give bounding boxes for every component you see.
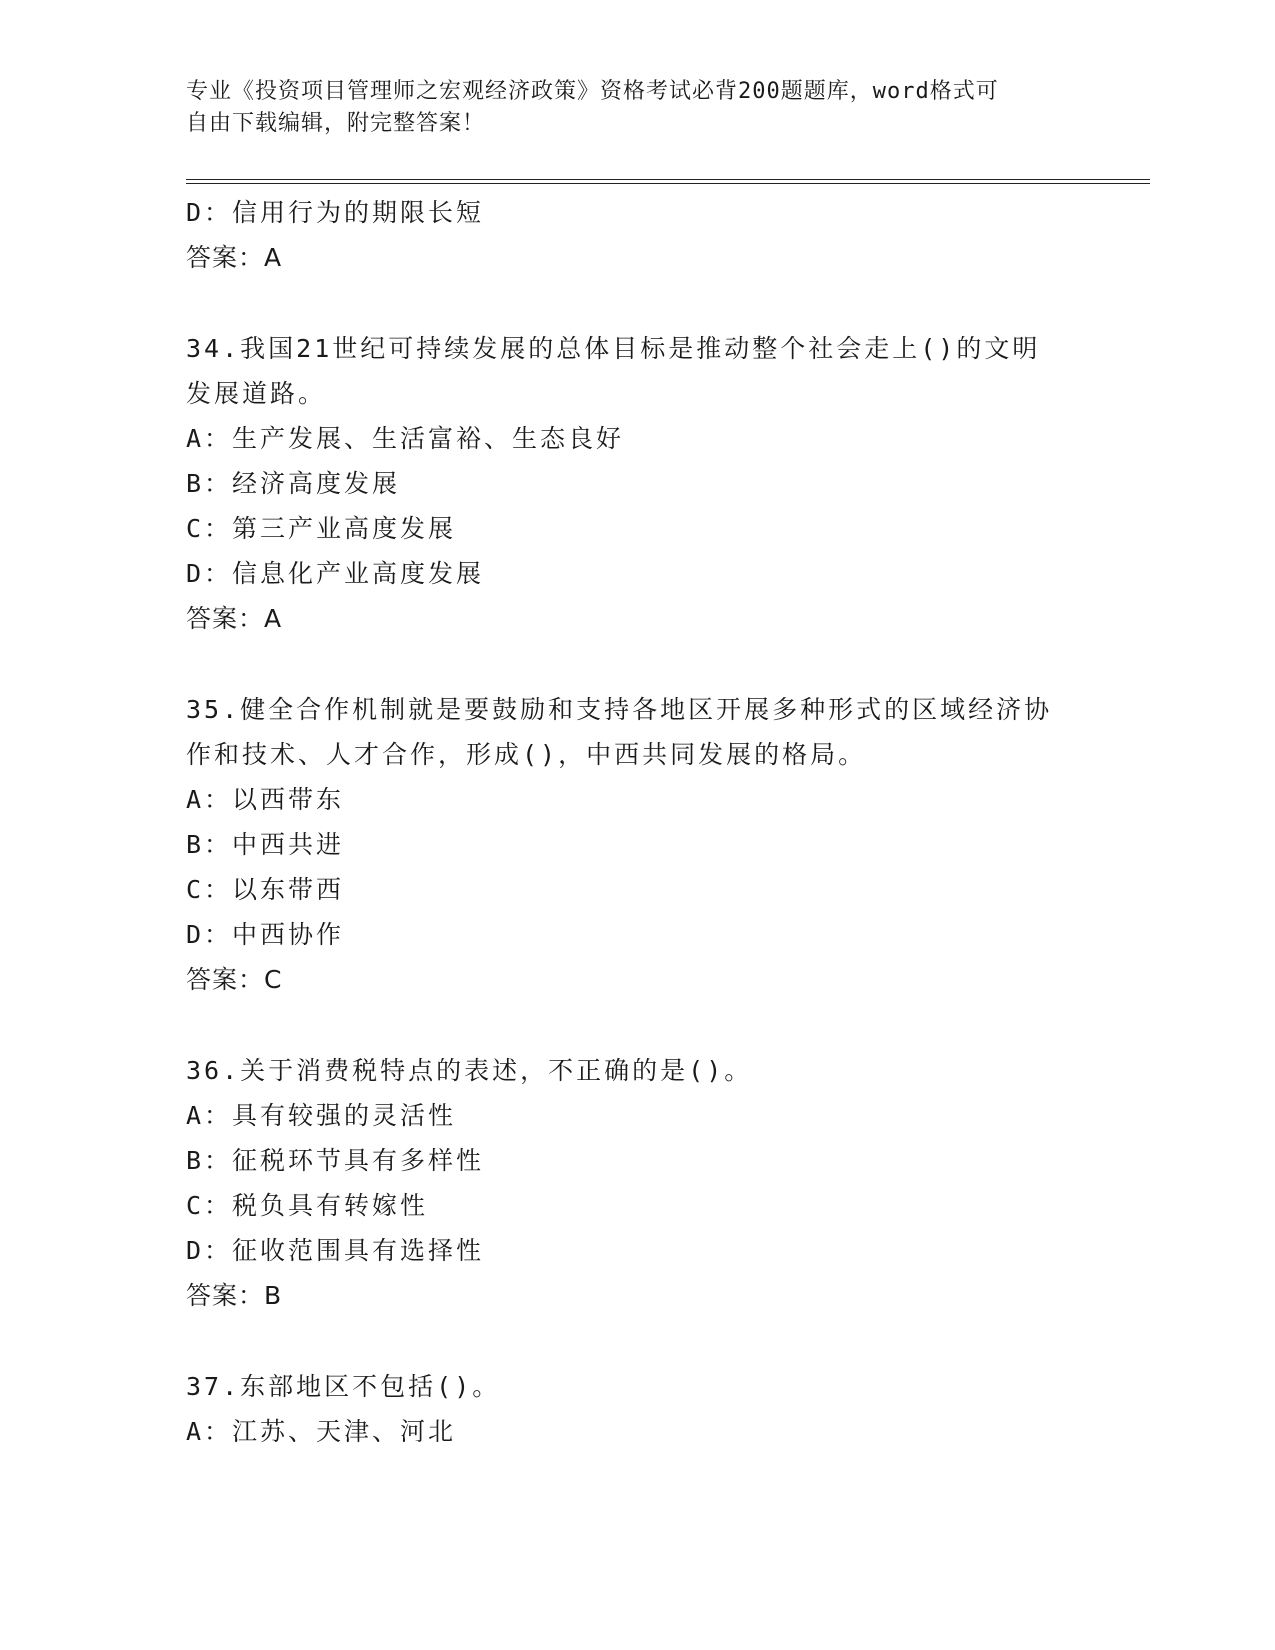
option-a: A：江苏、天津、河北 [186,1417,457,1446]
question-stem: 35.健全合作机制就是要鼓励和支持各地区开展多种形式的区域经济协 [186,695,1053,724]
question-stem-continued: 发展道路。 [186,379,327,408]
header-rule-double [186,183,1150,184]
option-b: B：经济高度发展 [186,469,401,498]
header-title-line-2: 自由下载编辑，附完整答案！ [186,111,486,136]
option-b: B：中西共进 [186,830,345,859]
option-b: B：征税环节具有多样性 [186,1146,485,1175]
answer-line: 答案：B [186,1281,283,1310]
question-content [186,190,1086,1454]
question-37 [186,1364,1086,1454]
option-c: C：以东带西 [186,875,345,904]
option-d: D：中西协作 [186,920,345,949]
option-d: D：信息化产业高度发展 [186,559,485,588]
previous-question-tail [186,190,1086,280]
header-title-line-1: 专业《投资项目管理师之宏观经济政策》资格考试必背200题题库，word格式可 [186,79,999,104]
option-c: C：税负具有转嫁性 [186,1191,429,1220]
option-d: D：征收范围具有选择性 [186,1236,485,1265]
option-a: A：以西带东 [186,785,345,814]
option-a: A：生产发展、生活富裕、生态良好 [186,424,625,453]
answer-line: 答案：A [186,243,283,272]
question-34 [186,326,1086,641]
header-rule [186,179,1150,180]
question-stem: 34.我国21世纪可持续发展的总体目标是推动整个社会走上()的文明 [186,334,1041,363]
document-header [186,76,1066,140]
question-stem: 36.关于消费税特点的表述，不正确的是()。 [186,1056,753,1085]
option-d: D：信用行为的期限长短 [186,198,485,227]
option-a: A：具有较强的灵活性 [186,1101,457,1130]
option-c: C：第三产业高度发展 [186,514,457,543]
answer-line: 答案：A [186,604,283,633]
question-stem: 37.东部地区不包括()。 [186,1372,501,1401]
question-stem-continued: 作和技术、人才合作，形成()，中西共同发展的格局。 [186,740,867,769]
answer-line: 答案：C [186,965,283,994]
question-35 [186,687,1086,1002]
question-36 [186,1048,1086,1318]
